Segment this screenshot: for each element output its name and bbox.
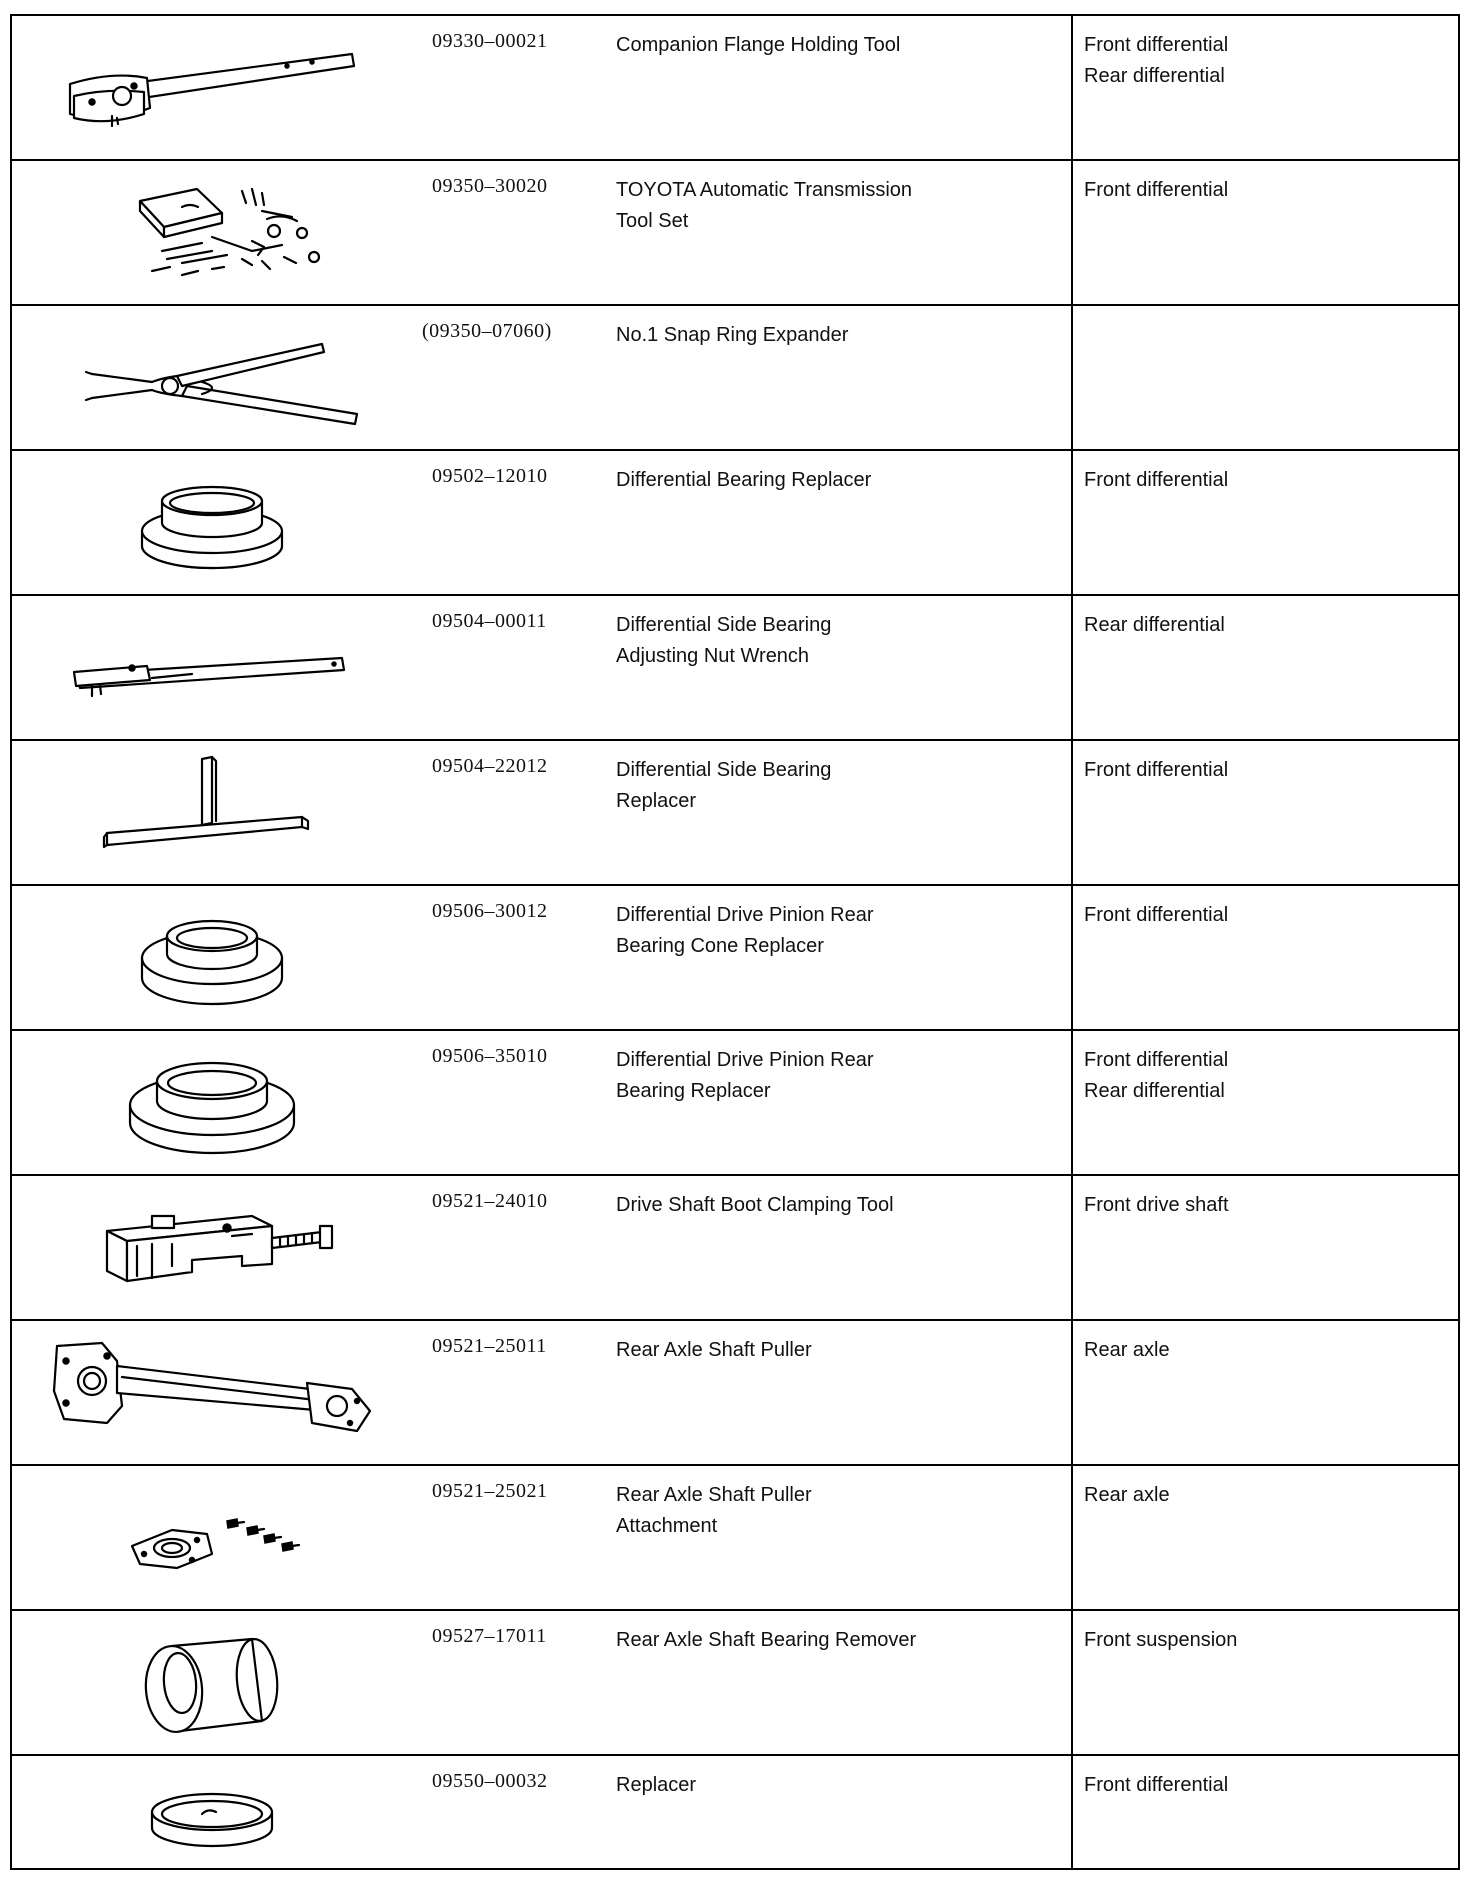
tool-name: Differential Side Bearing Adjusting Nut Wrench: [616, 614, 832, 667]
tool-name: Differential Bearing Replacer: [616, 469, 872, 491]
table-row: [12, 16, 1458, 161]
part-number: 09527–17011: [432, 1625, 547, 1647]
table-row: [12, 451, 1458, 596]
tool-name: Replacer: [616, 1774, 697, 1796]
part-number: 09504–00011: [432, 610, 547, 632]
part-number: 09550–00032: [432, 1770, 548, 1792]
usage-cell: Rear axle: [1071, 1321, 1460, 1464]
illustration-cell: [12, 1031, 412, 1174]
cone-replacer-icon: [52, 896, 372, 1021]
tool-name: Differential Drive Pinion Rear Bearing Cone Replacer: [616, 904, 874, 957]
table-row: [12, 741, 1458, 886]
table-row: [12, 1611, 1458, 1756]
part-number: 09506–35010: [432, 1045, 548, 1067]
illustration-cell: [12, 16, 412, 159]
replacer-icon: [52, 1752, 372, 1877]
illustration-cell: [12, 1466, 412, 1609]
illustration-cell: [12, 451, 412, 594]
tool-name: Differential Drive Pinion Rear Bearing Replacer: [616, 1049, 874, 1102]
table-row: [12, 1031, 1458, 1176]
part-number: 09350–30020: [432, 175, 548, 197]
table-row: [12, 306, 1458, 451]
table-row: [12, 1176, 1458, 1321]
table-row: [12, 1321, 1458, 1466]
table-row: [12, 1756, 1458, 1870]
illustration-cell: [12, 741, 412, 884]
illustration-cell: [12, 596, 412, 739]
illustration-cell: [12, 886, 412, 1029]
usage-cell: Front differential: [1071, 741, 1460, 884]
usage-cell: Front differential Rear differential: [1071, 1031, 1460, 1174]
usage-cell: Front differential Rear differential: [1071, 16, 1460, 159]
tool-name: Rear Axle Shaft Bearing Remover: [616, 1629, 917, 1651]
tool-name: Drive Shaft Boot Clamping Tool: [616, 1194, 894, 1216]
illustration-cell: [12, 1611, 412, 1754]
table-row: [12, 886, 1458, 1031]
usage-cell: Front differential: [1071, 451, 1460, 594]
part-number: 09521–25011: [432, 1335, 547, 1357]
table-row: [12, 596, 1458, 741]
part-number: 09504–22012: [432, 755, 548, 777]
part-number: 09330–00021: [432, 30, 548, 52]
usage-cell: Front differential: [1071, 1756, 1460, 1870]
snap-ring-expander-icon: [52, 316, 372, 441]
usage-cell: Front differential: [1071, 161, 1460, 304]
part-number: (09350–07060): [422, 320, 552, 342]
table-row: [12, 1466, 1458, 1611]
usage-cell: Rear axle: [1071, 1466, 1460, 1609]
axle-shaft-puller-icon: [52, 1331, 372, 1456]
special-tools-table: [10, 14, 1460, 1870]
boot-clamping-tool-icon: [52, 1186, 372, 1311]
part-number: 09521–25021: [432, 1480, 548, 1502]
part-number: 09521–24010: [432, 1190, 548, 1212]
tool-name: Differential Side Bearing Replacer: [616, 759, 832, 812]
usage-cell: Front differential: [1071, 886, 1460, 1029]
flange-holding-tool-icon: [52, 26, 372, 151]
tool-name: Rear Axle Shaft Puller Attachment: [616, 1484, 812, 1537]
nut-wrench-icon: [52, 606, 372, 731]
usage-cell: Rear differential: [1071, 596, 1460, 739]
illustration-cell: [12, 306, 412, 449]
usage-cell: [1071, 306, 1460, 449]
tool-name: No.1 Snap Ring Expander: [616, 324, 849, 346]
usage-cell: Front suspension: [1071, 1611, 1460, 1754]
pinion-bearing-replacer-icon: [52, 1041, 372, 1166]
tool-set-icon: [52, 171, 372, 296]
illustration-cell: [12, 1756, 412, 1870]
part-number: 09502–12010: [432, 465, 548, 487]
illustration-cell: [12, 161, 412, 304]
tool-name: Companion Flange Holding Tool: [616, 34, 901, 56]
tool-name: TOYOTA Automatic Transmission Tool Set: [616, 179, 913, 232]
bearing-remover-icon: [52, 1621, 372, 1746]
tool-name: Rear Axle Shaft Puller: [616, 1339, 812, 1361]
bearing-replacer-icon: [52, 461, 372, 586]
illustration-cell: [12, 1176, 412, 1319]
part-number: 09506–30012: [432, 900, 548, 922]
side-bearing-replacer-icon: [52, 751, 372, 876]
usage-cell: Front drive shaft: [1071, 1176, 1460, 1319]
table-row: [12, 161, 1458, 306]
illustration-cell: [12, 1321, 412, 1464]
puller-attachment-icon: [52, 1476, 372, 1601]
